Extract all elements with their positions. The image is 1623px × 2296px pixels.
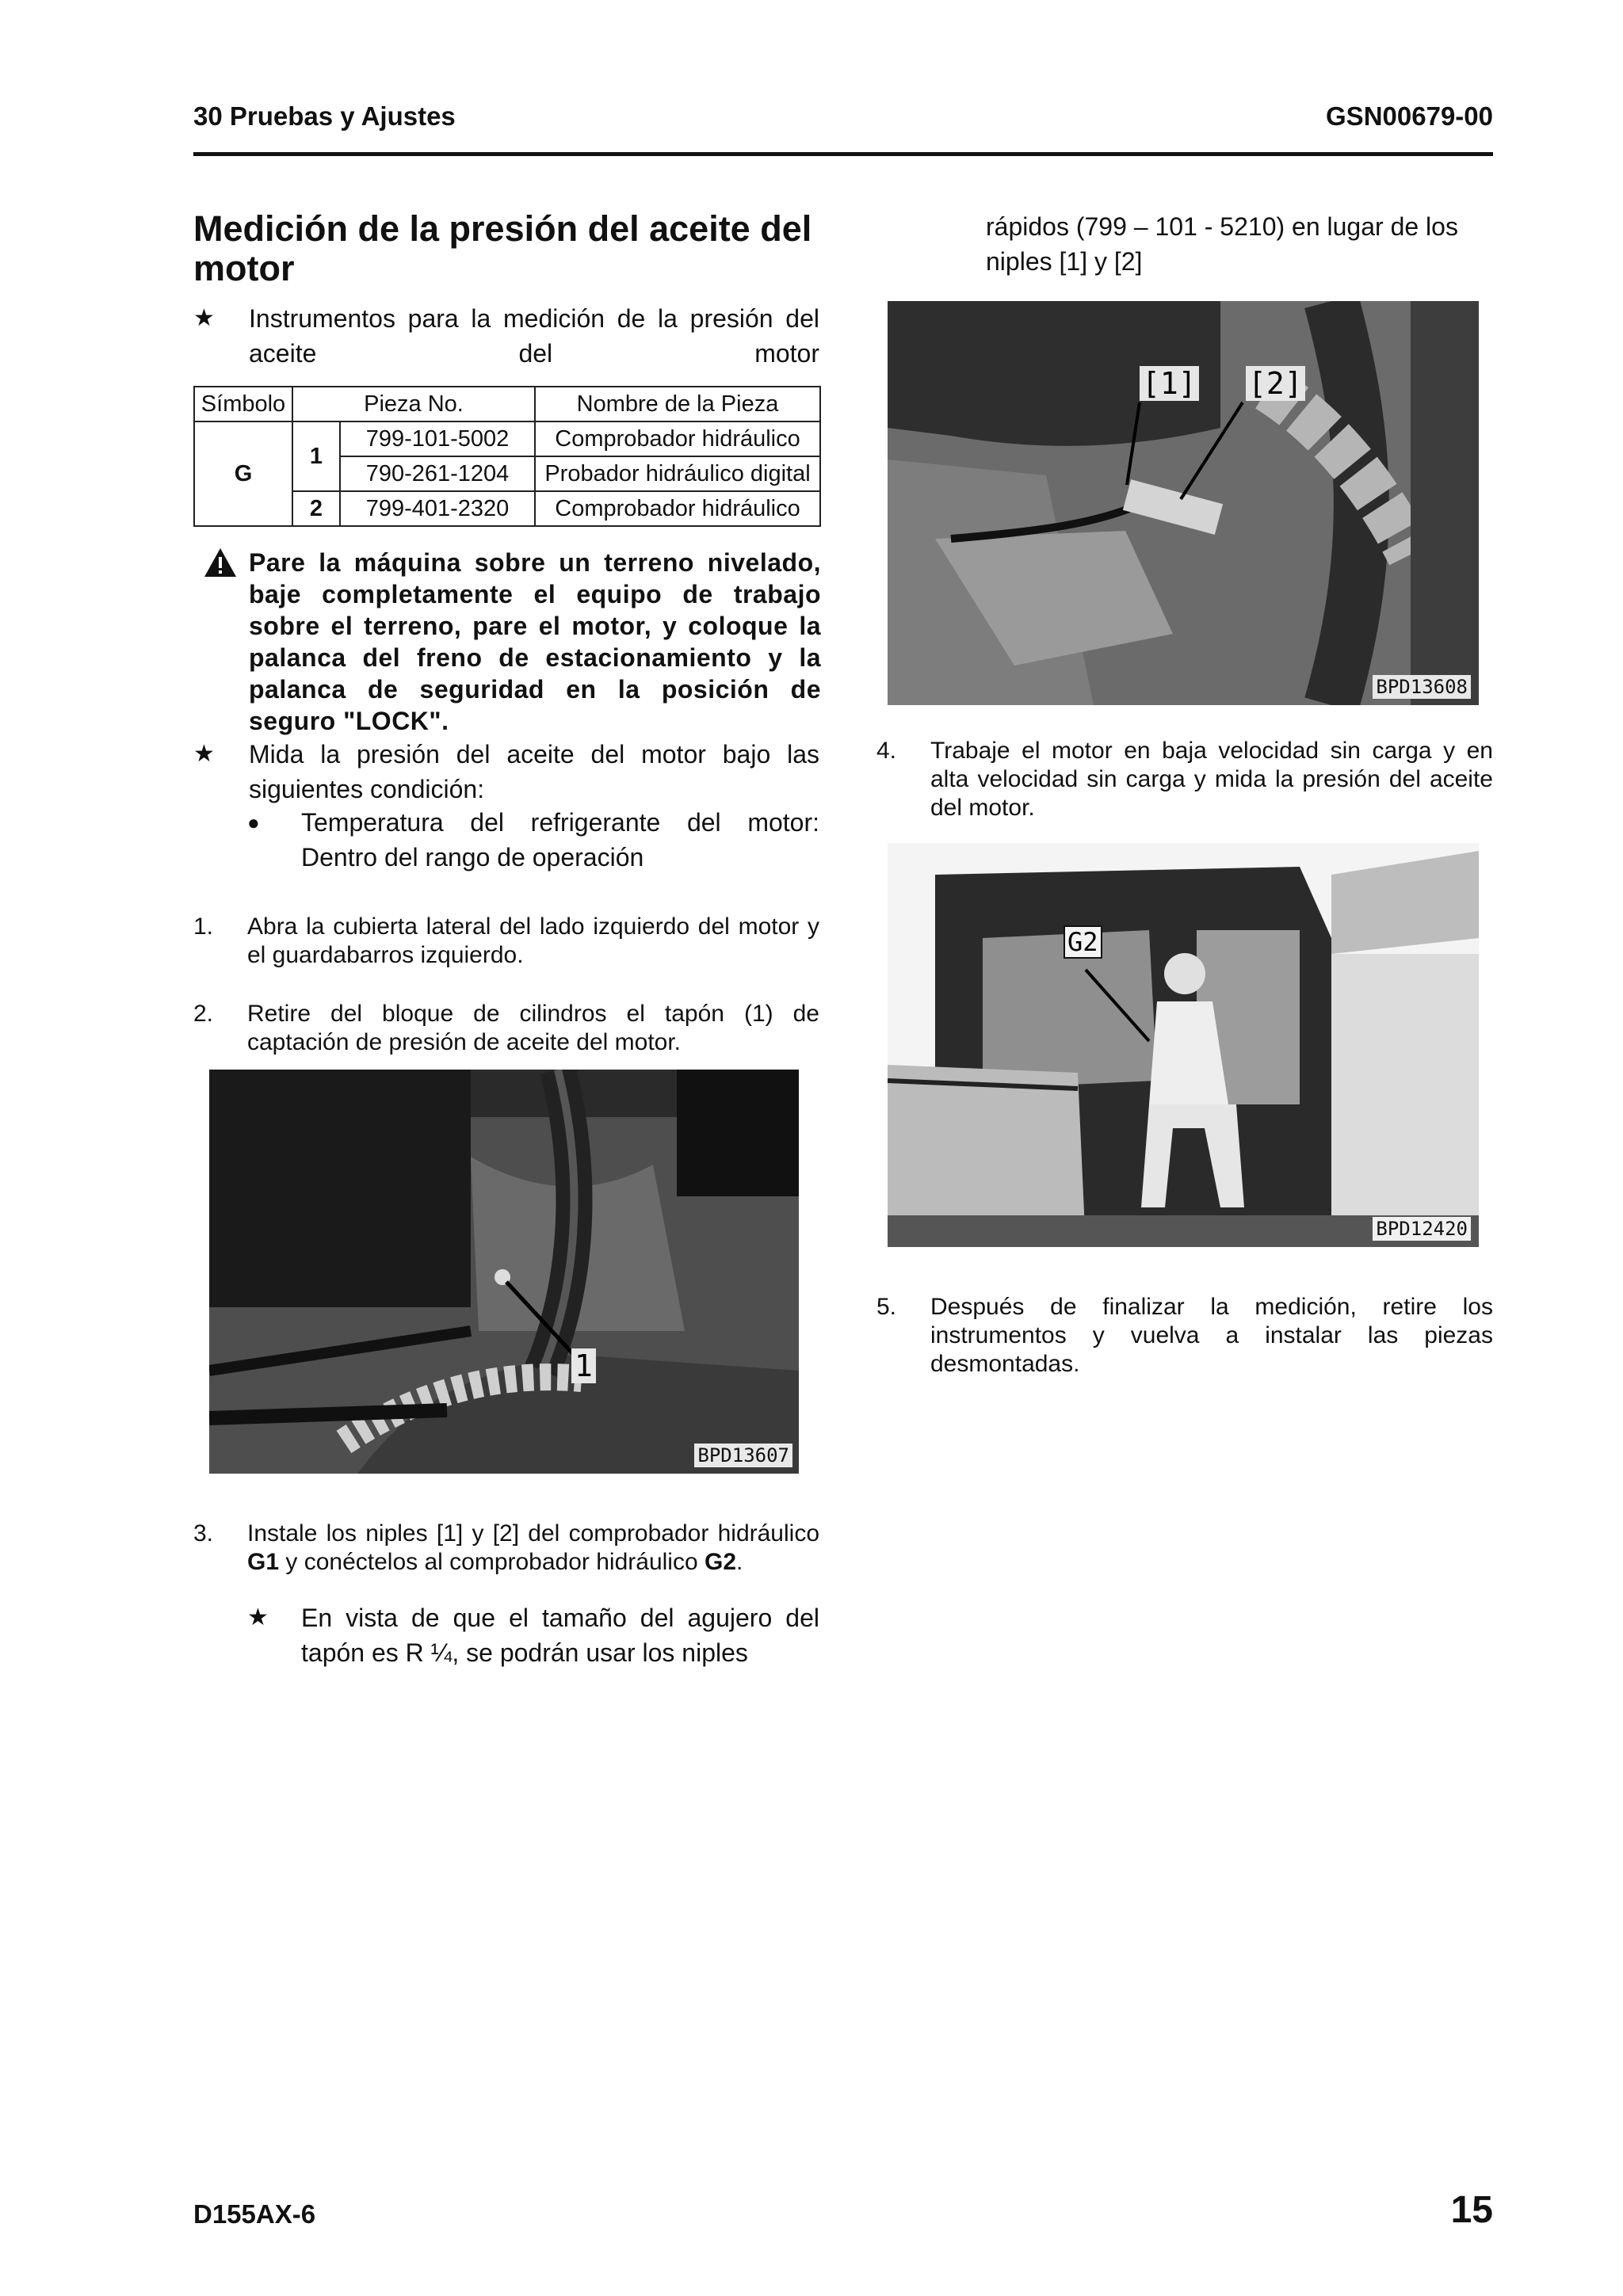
table-symbol-cell: G (194, 421, 292, 526)
section-header: 30 Pruebas y Ajustes (193, 101, 456, 131)
warning-block (203, 547, 821, 737)
nipples-photo (888, 301, 1479, 705)
nipples-illustration (888, 301, 1479, 705)
parts-table (193, 386, 821, 527)
callout-nipple-1-label: [1] (1140, 366, 1199, 401)
table-row (194, 421, 820, 456)
step-text: Después de finalizar la medición, retire los instrumentos y vuelva a instalar las piezas desmontadas. (930, 1294, 1493, 1377)
step-3-note-continuation: rápidos (799 – 101 - 5210) en lugar de los niples [1] y [2] (986, 212, 1458, 276)
step-text: Retire del bloque de cilindros el tapón (1) de captación de presión de aceite del motor. (247, 1001, 819, 1055)
step-5 (876, 1293, 1493, 1379)
step-number: 3. (193, 1520, 214, 1547)
condition-text: Temperatura del refrigerante del motor: Dentro del rango de operación (301, 808, 819, 871)
callout-1-label: 1 (571, 1348, 596, 1383)
step-number: 2. (193, 1001, 214, 1027)
step-3-note (247, 1600, 819, 1670)
star-icon: ★ (193, 741, 215, 767)
step-text: Trabaje el motor en baja velocidad sin carga y en alta velocidad sin carga y mida la presión del aceite del motor. (930, 738, 1493, 821)
table-header-row (194, 387, 820, 421)
engine-plug-illustration (209, 1070, 799, 1474)
figure-code: BPD12420 (1373, 1217, 1471, 1241)
step-1 (193, 913, 819, 970)
table-header-cell: Nombre de la Pieza (535, 387, 820, 421)
engine-plug-photo (209, 1070, 799, 1474)
step-text-part: . (736, 1549, 743, 1575)
step-number: 5. (876, 1294, 897, 1320)
step-3-note-text: En vista de que el tamaño del agujero del tapón es R ¼, se podrán usar los niples (301, 1604, 819, 1667)
table-partno-cell: 790-261-1204 (340, 456, 535, 491)
table-name-cell: Comprobador hidráulico (535, 491, 820, 526)
star-icon: ★ (247, 1604, 269, 1630)
table-partno-cell: 799-401-2320 (340, 491, 535, 526)
tool-ref-g2: G2 (704, 1549, 737, 1575)
tools-note (193, 301, 819, 371)
step-3 (193, 1520, 819, 1577)
figure-code: BPD13607 (694, 1444, 792, 1467)
header-rule (193, 152, 1493, 156)
table-partno-cell: 799-101-5002 (340, 421, 535, 456)
step-2 (193, 1000, 819, 1057)
warning-triangle-icon (203, 547, 238, 578)
table-name-cell: Probador hidráulico digital (535, 456, 820, 491)
tools-note-text: Instrumentos para la medición de la presión del aceite del motor (249, 304, 819, 368)
bullet-icon: ● (247, 810, 260, 834)
warning-text: Pare la máquina sobre un terreno nivelado, baje completamente el equipo de trabajo sobre el terreno, pare el motor, y coloque la palanca del freno de estacionamiento y la palanca de seguridad en la posición de seguro "LOCK". (249, 548, 821, 735)
tool-ref-g1: G1 (247, 1549, 280, 1575)
table-name-cell: Comprobador hidráulico (535, 421, 820, 456)
callout-g2-label: G2 (1064, 925, 1102, 959)
page-number: 15 (1450, 2189, 1493, 2231)
table-num-cell: 1 (292, 421, 340, 491)
footer-model: D155AX-6 (193, 2199, 316, 2229)
step-number: 4. (876, 738, 897, 764)
step-text-part: y conéctelos al comprobador hidráulico (279, 1549, 705, 1575)
step-text: Abra la cubierta lateral del lado izquierdo del motor y el guardabarros izquierdo. (247, 913, 819, 968)
page-title: Medición de la presión del aceite del motor (193, 208, 812, 288)
step-text (247, 1520, 819, 1577)
table-header-cell: Pieza No. (292, 387, 535, 421)
callout-nipple-2-label: [2] (1246, 366, 1305, 401)
table-num-cell: 2 (292, 491, 340, 526)
step-text-part: Instale los niples [1] y [2] del comprobador hidráulico (247, 1520, 819, 1547)
figure-code: BPD13608 (1373, 675, 1471, 699)
cab-operator-illustration (888, 843, 1479, 1247)
document-code: GSN00679-00 (1326, 101, 1493, 131)
table-header-cell: Símbolo (194, 387, 292, 421)
step-number: 1. (193, 913, 214, 940)
measure-note (193, 737, 819, 807)
step-4 (876, 737, 1493, 822)
condition-item (247, 805, 819, 875)
measure-note-text: Mida la presión del aceite del motor bajo las siguientes condición: (249, 740, 819, 803)
cab-operator-photo (888, 843, 1479, 1247)
star-icon: ★ (193, 305, 215, 331)
